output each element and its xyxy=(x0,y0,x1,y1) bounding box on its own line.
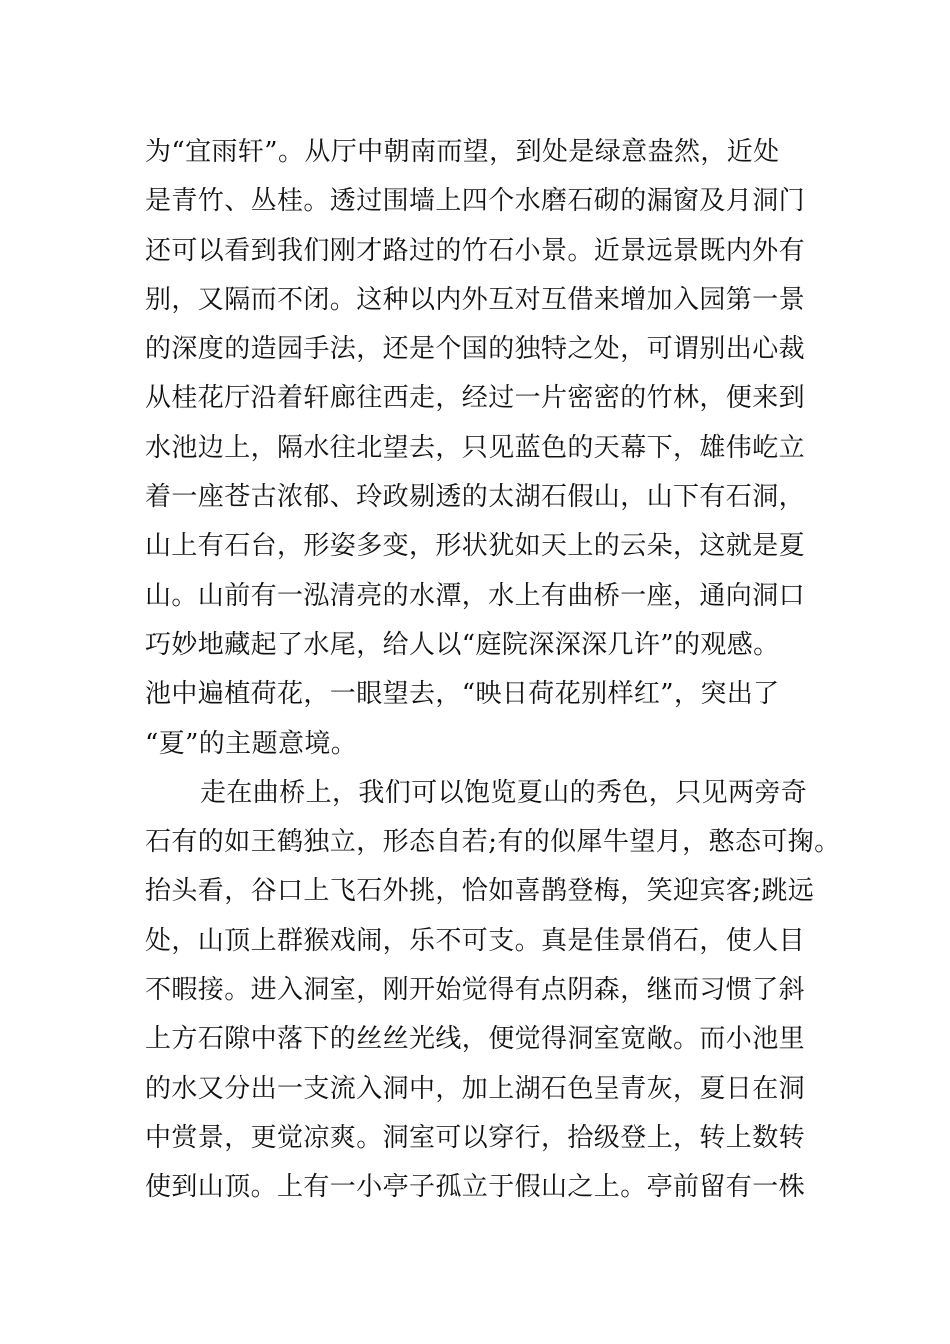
text-line: 上方石隙中落下的丝丝光线，便觉得洞室宽敞。而小池里 xyxy=(145,1024,806,1055)
text-line: 的水又分出一支流入洞中，加上湖石色呈青灰，夏日在洞 xyxy=(145,1073,806,1104)
text-line: 山。山前有一泓清亮的水潭，水上有曲桥一座，通向洞口 xyxy=(145,580,806,611)
text-line: 不暇接。进入洞室，刚开始觉得有点阴森，继而习惯了斜 xyxy=(145,975,806,1006)
text-line: 着一座苍古浓郁、玲政剔透的太湖石假山，山下有石洞， xyxy=(145,482,806,513)
text-line: “夏”的主题意境。 xyxy=(145,728,358,759)
text-line: 巧妙地藏起了水尾，给人以“庭院深深深几许”的观感。 xyxy=(145,629,780,660)
text-line: 处，山顶上群猴戏闹，乐不可支。真是佳景俏石，使人目 xyxy=(145,925,806,956)
text-line: 别，又隔而不闭。这种以内外互对互借来增加入园第一景 xyxy=(145,284,806,315)
text-line: 是青竹、丛桂。透过围墙上四个水磨石砌的漏窗及月洞门 xyxy=(145,186,806,217)
text-line: 的深度的造园手法，还是个国的独特之处，可谓别出心裁 xyxy=(145,334,806,365)
text-line: 石有的如王鹤独立，形态自若;有的似犀牛望月，憨态可掬。 xyxy=(145,827,841,858)
text-line: 池中遍植荷花，一眼望去，“映日荷花别样红”，突出了 xyxy=(145,679,780,710)
text-line: 中赏景，更觉凉爽。洞室可以穿行，拾级登上，转上数转 xyxy=(145,1122,806,1153)
text-line: 山上有石台，形姿多变，形状犹如天上的云朵，这就是夏 xyxy=(145,531,806,562)
text-line: 使到山顶。上有一小亭子孤立于假山之上。亭前留有一株 xyxy=(145,1172,806,1203)
text-line: 从桂花厅沿着轩廊往西走，经过一片密密的竹林，便来到 xyxy=(145,383,806,414)
body-text xyxy=(145,128,841,1213)
text-line: 抬头看，谷口上飞石外挑，恰如喜鹊登梅，笑迎宾客;跳远 xyxy=(145,876,815,907)
text-line: 还可以看到我们刚才路过的竹石小景。近景远景既内外有 xyxy=(145,235,806,266)
text-line: 为“宜雨轩”。从厅中朝南而望，到处是绿意盎然，近处 xyxy=(145,137,780,167)
paragraph-start-line: 走在曲桥上，我们可以饱览夏山的秀色，只见两旁奇 xyxy=(200,777,808,808)
text-line: 水池边上，隔水往北望去，只见蓝色的天幕下，雄伟屹立 xyxy=(145,432,806,463)
